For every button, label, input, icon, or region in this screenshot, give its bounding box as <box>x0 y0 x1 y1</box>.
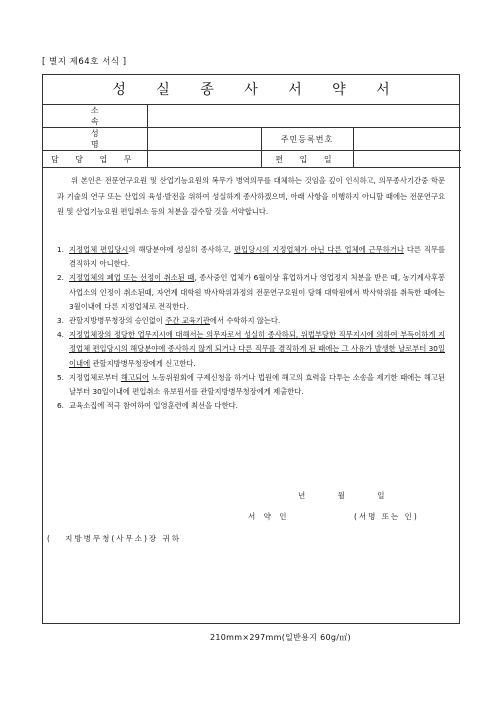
name-field[interactable] <box>147 128 261 151</box>
info-table <box>43 105 461 168</box>
day-label: 일 <box>377 491 385 500</box>
pledge-item-5 <box>57 371 445 399</box>
addressee: ( 지방병무청(사무소)장 귀하 <box>47 534 182 543</box>
item-text: 지정업체로부터 해고되어 노동위원회에 구제신청을 하거나 법원에 해고의 효력을 다투는 소송을 제기한 때에는 해고된 날부터 30일이내에 편입취소 유보원서를 관할지방병무청장에게 제출한다. <box>69 372 445 397</box>
item-text: 지정업체 편입당시의 해당분야에 성실히 종사하고, 편입당시의 지정업체가 아닌 다른 업체에 근무하거나 다른 직무를 겸직하지 아니한다. <box>69 245 446 269</box>
pledge-form <box>42 74 460 624</box>
item-text: 교육소집에 적극 참여하여 입영훈련에 최선을 다한다. <box>69 401 238 411</box>
pledge-item-2 <box>57 271 445 314</box>
pledge-item-1 <box>57 243 445 271</box>
paper-spec: 210mm×297mm(일반용지 60g/㎡) <box>210 633 351 642</box>
affiliation-label: 소 속 <box>43 105 147 128</box>
signature-note: (서명 또는 인) <box>354 512 419 521</box>
month-label: 월 <box>337 491 345 500</box>
affiliation-row <box>43 105 461 128</box>
item-number: 3. <box>57 316 64 326</box>
enlist-date-field[interactable] <box>353 151 461 168</box>
name-label: 성 명 <box>43 128 147 151</box>
resident-number-field[interactable] <box>353 128 461 151</box>
pledge-intro: 위 본인은 전문연구요원 및 산업기능요원의 복무가 병역의무를 대체하는 것임을 깊이 인식하고, 의무종사기간중 학문과 기술의 연구 또는 산업의 육성·발전을 위하여 성실하게 종사하겠으며, 아래 사항을 이행하지 아니할 때에는 전문연구요원 및 산업기능요원 편입취소 등의 처분을 감수할 것을 서약합니다. <box>57 176 445 216</box>
item-number: 1. <box>57 245 64 254</box>
affiliation-field[interactable] <box>147 105 461 128</box>
item-number: 5. <box>57 372 64 382</box>
pledge-items <box>57 243 445 413</box>
item-number: 2. <box>57 273 64 283</box>
document-title: 성 실 종 사 서 약 서 <box>43 75 459 105</box>
item-text: 지정업체의 폐업 또는 선정이 취소된 때, 종사중인 업체가 6월이상 휴업하거나 영업정지 처분을 받은 때, 농기계사후봉사업소의 인정이 취소된때, 자연계 대학원 박사학위과정의 전문연구요원이 당해 대학원에서 박사학위를 취득한 때에는 3월이내에 다른 지정업체로 전직한다. <box>69 273 445 311</box>
name-row <box>43 128 461 151</box>
duty-row <box>43 151 461 168</box>
item-text: 관할지방병무청장의 승인없이 주간 교육기관에서 수학하지 않는다. <box>69 316 281 326</box>
signature-line <box>248 511 448 522</box>
duty-field[interactable] <box>147 151 261 168</box>
year-label: 년 <box>298 491 306 500</box>
signer-label: 서 약 인 <box>248 512 290 521</box>
form-number: [ 별지 제64호 서식 ] <box>42 57 127 67</box>
duty-label: 담 당 업 무 <box>43 151 147 168</box>
pledge-item-6 <box>57 399 445 413</box>
item-text: 지정업체장의 정당한 업무지시에 대해서는 의무자로서 성실히 종사하되, 위법부당한 직무지시에 의하여 부득이하게 지정업체 편입당시의 해당분야에 종사하지 않게 되거나 다른 직무를 겸직하게 된 때에는 그 사유가 발생한 날로부터 30일이내에 관할지방병무청장에게 신고한다. <box>69 330 445 368</box>
enlist-date-label: 편 입 일 <box>261 151 353 168</box>
item-number: 6. <box>57 401 64 411</box>
pledge-item-3 <box>57 314 445 328</box>
item-number: 4. <box>57 330 64 340</box>
resident-number-label: 주민등록번호 <box>261 128 353 151</box>
date-line <box>298 490 415 501</box>
pledge-item-4 <box>57 328 445 371</box>
